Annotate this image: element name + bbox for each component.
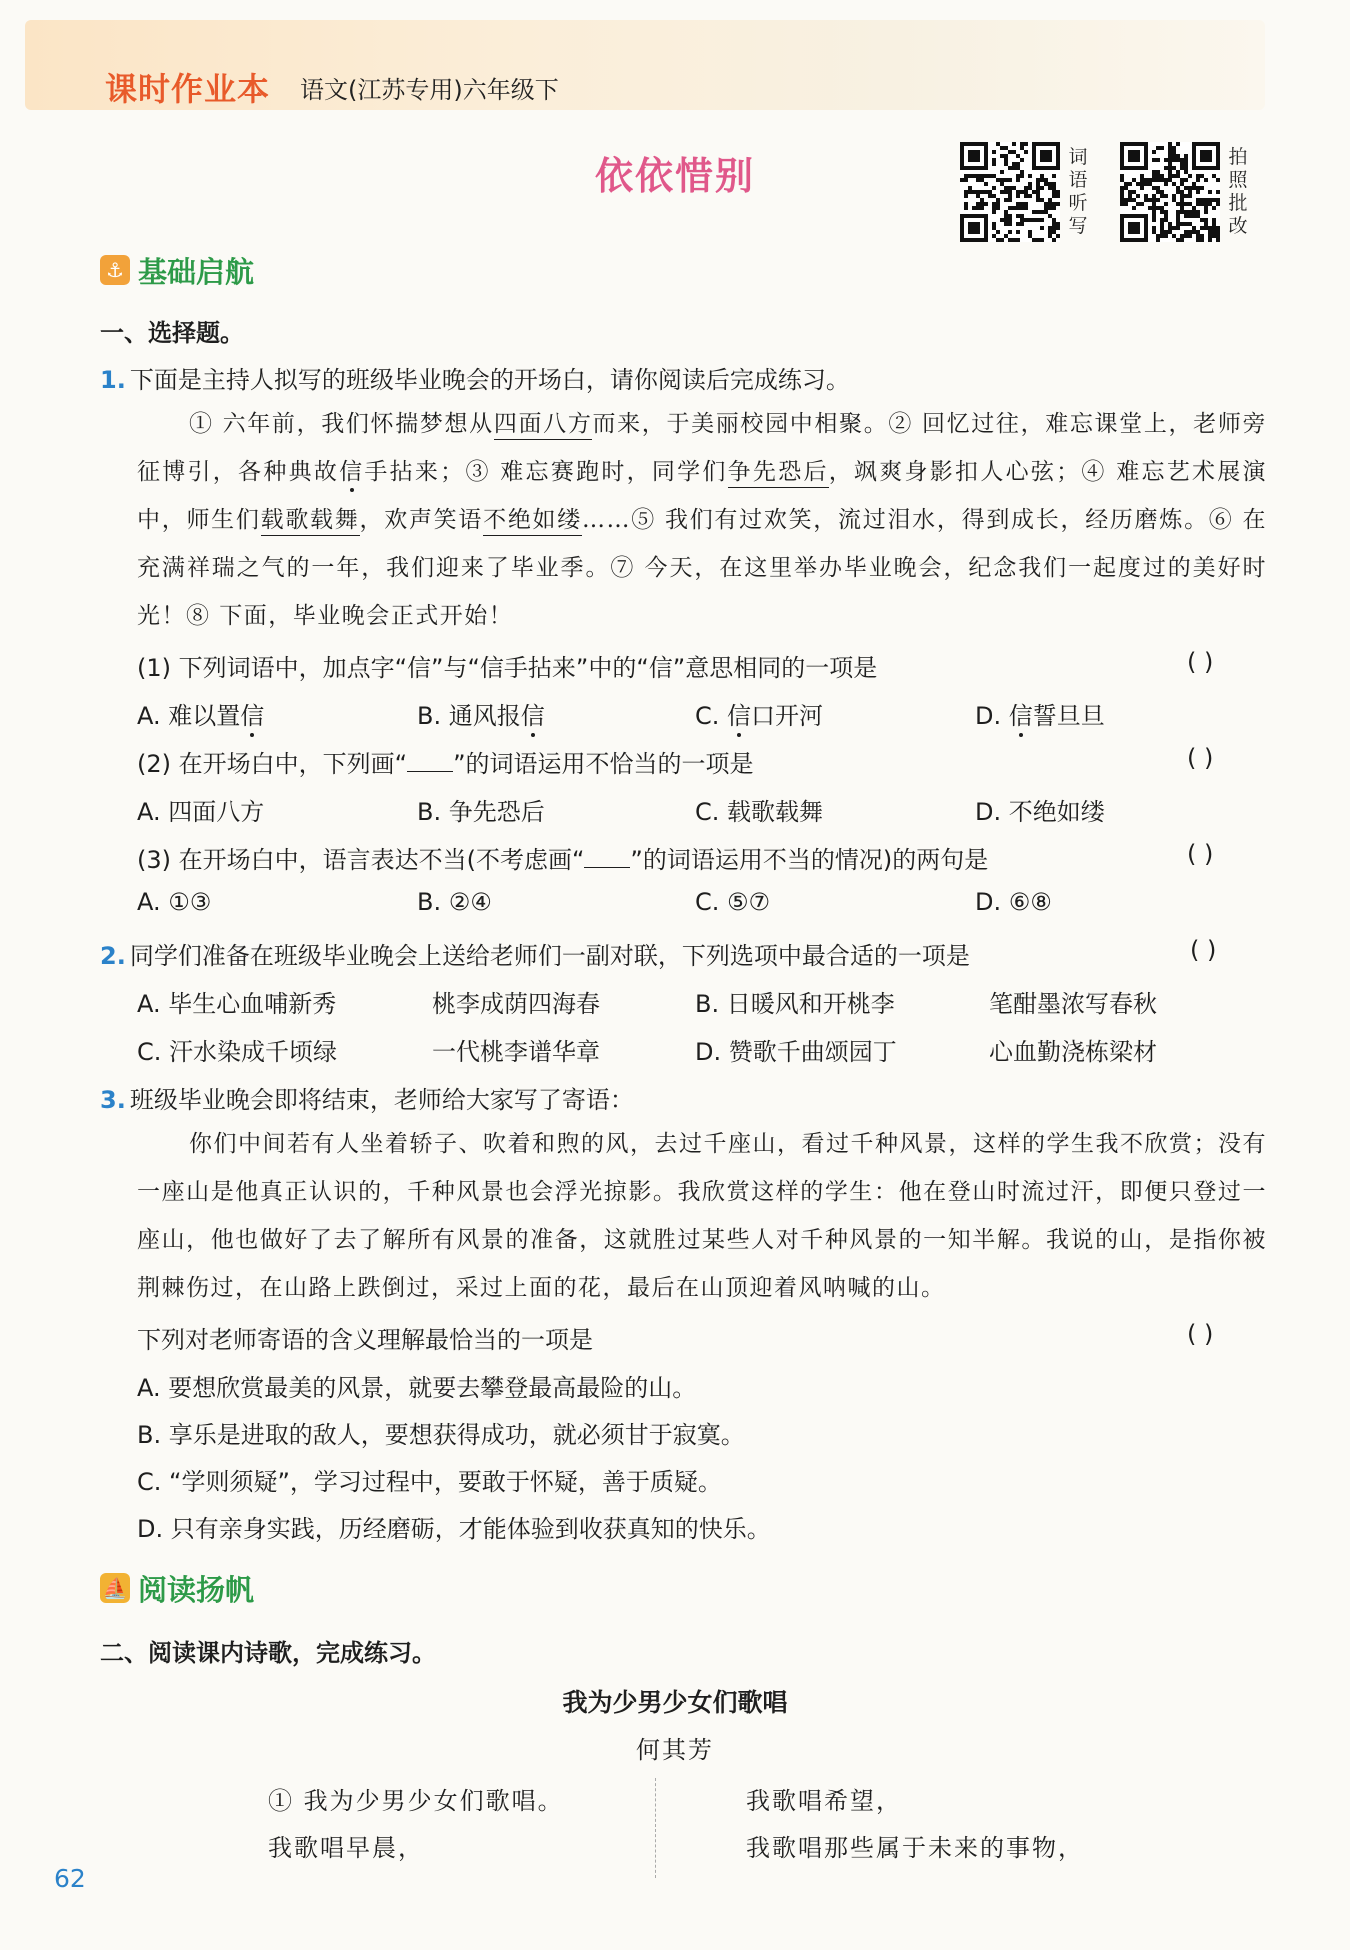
option-b[interactable]: B. 争先恐后 [417,798,545,826]
sub-question-1: (1) 下列词语中，加点字“信”与“信手拈来”中的“信”意思相同的一项是 ( ) [137,648,1267,683]
option-a[interactable]: A. ①③ [137,888,212,916]
option-b[interactable]: B. ②④ [417,888,492,916]
passage-text: ，欢声笑语 [359,507,484,533]
option-b[interactable]: B. 日暖风和开桃李 [695,990,895,1018]
options-sub-2 [137,792,1267,832]
question-3-stem: 3. 班级毕业晚会即将结束，老师给大家写了寄语： [100,1086,634,1114]
underlined-phrase: 不绝如缕 [483,507,582,536]
sub-question-2: (2) 在开场白中，下列画“ ”的词语运用不恰当的一项是 ( ) [137,744,1267,779]
answer-paren[interactable]: ( ) [1187,840,1214,868]
option-d[interactable]: D. 赞歌千曲颂园丁 [695,1038,897,1066]
option-c[interactable]: C. “学则须疑”，学习过程中，要敢于怀疑，善于质疑。 [137,1468,722,1496]
answer-paren[interactable]: ( ) [1187,648,1214,676]
dotted-character: 信 [339,459,365,485]
qr-label-dictation: 词 语 听 写 [1068,146,1088,237]
option-a[interactable]: A. 难以置信 [137,702,265,730]
poem-left-column [268,1778,564,1872]
blank-underline [584,847,630,868]
option-d[interactable]: D. 只有亲身实践，历经磨砺，才能体验到收获真知的快乐。 [137,1515,771,1543]
passage-text: ，飒爽身影扣人心弦；④ 难忘艺术展演中，师生们 [137,459,1268,533]
poem-title: 我为少男少女们歌唱 [562,1688,788,1717]
option-a[interactable]: A. 要想欣赏最美的风景，就要去攀登最高最险的山。 [137,1374,697,1402]
qr-label-photo-grading: 拍 照 批 改 [1228,146,1248,237]
poem-line: 我歌唱那些属于未来的事物， [746,1834,1084,1862]
underlined-phrase: 四面八方 [494,411,593,440]
question-2-stem: 2. 同学们准备在班级毕业晚会上送给老师们一副对联，下列选项中最合适的一项是 ( ) [100,936,1270,971]
sail-icon: ⛵ [100,1573,130,1603]
answer-paren[interactable]: ( ) [1187,744,1214,772]
passage-text: 而来，于美丽校园中相聚。② 回忆过往，难忘课堂上，老师旁征博引，各种典故 [137,411,1267,485]
sub-question-3: (3) 在开场白中，语言表达不当(不考虑画“ ”的词语运用不当的情况)的两句是 ( ) [137,840,1267,875]
options-sub-3 [137,888,1267,928]
column-divider [655,1778,656,1878]
part-two-heading: 二、阅读课内诗歌，完成练习。 [100,1639,436,1667]
passage-text: ① 六年前，我们怀揣梦想从 [189,411,494,437]
poem-line: ① 我为少男少女们歌唱。 [268,1787,564,1815]
qr-code-dictation-icon [960,142,1060,242]
anchor-icon: ⚓ [100,255,130,285]
section-basic-title: 基础启航 [138,254,255,289]
series-brand: 课时作业本 [105,70,271,108]
underlined-phrase: 载歌载舞 [261,507,360,536]
poem-author: 何其芳 [636,1736,714,1764]
option-c[interactable]: C. 信口开河 [695,702,824,730]
passage-text: 手拈来；③ 难忘赛跑时，同学们 [364,459,728,485]
question-1-stem [100,360,1270,395]
part-one-heading: 一、选择题。 [100,319,244,347]
option-d[interactable]: D. ⑥⑧ [975,888,1052,916]
option-d-second-line: 心血勤浇栋梁材 [989,1038,1157,1066]
option-a[interactable]: A. 毕生心血哺新秀 [137,990,337,1018]
qr-code-photo-grading[interactable] [1120,142,1220,242]
page-number: 62 [54,1864,86,1893]
option-c[interactable]: C. ⑤⑦ [695,888,771,916]
option-c[interactable]: C. 汗水染成千顷绿 [137,1038,338,1066]
answer-paren[interactable]: ( ) [1190,936,1217,964]
section-basic [100,250,254,290]
option-a-second-line: 桃李成荫四海春 [432,990,600,1018]
lesson-title: 依依惜别 [594,154,755,198]
qr-code-dictation[interactable] [960,142,1060,242]
answer-paren[interactable]: ( ) [1187,1320,1214,1348]
couplet-row-2 [137,1032,1267,1072]
question-1-passage [137,400,1267,640]
qr-code-photo-grading-icon [1120,142,1220,242]
book-subtitle: 语文(江苏专用)六年级下 [300,76,559,104]
poem-right-column [746,1778,1084,1872]
underlined-phrase: 争先恐后 [728,459,829,488]
option-d[interactable]: D. 不绝如缕 [975,798,1105,826]
poem-line: 我歌唱希望， [746,1787,902,1815]
option-c[interactable]: C. 载歌载舞 [695,798,824,826]
poem-line: 我歌唱早晨， [268,1834,424,1862]
options-sub-1 [137,696,1267,736]
option-b-second-line: 笔酣墨浓写春秋 [989,990,1157,1018]
passage-text: ……⑤ 我们有过欢笑，流过泪水，得到成长，经历磨炼。⑥ 在充满祥瑞之气的一年，我们迎来了毕业季。⑦ 今天，在这里举办毕业晚会，纪念我们一起度过的美好时光！⑧ 下面，毕业晚会正式开始！ [137,507,1268,629]
section-reading [100,1568,254,1608]
couplet-row-1 [137,984,1267,1024]
question-3-prompt: 下列对老师寄语的含义理解最恰当的一项是 ( ) [137,1320,1267,1355]
option-d[interactable]: D. 信誓旦旦 [975,702,1105,730]
option-b[interactable]: B. 通风报信 [417,702,545,730]
question-number: 1. [100,366,126,394]
option-a[interactable]: A. 四面八方 [137,798,265,826]
option-b[interactable]: B. 享乐是进取的敌人，要想获得成功，就必须甘于寂寞。 [137,1421,745,1449]
question-3-passage: 你们中间若有人坐着轿子、吹着和煦的风，去过千座山，看过千种风景，这样的学生我不欣赏；没有一座山是他真正认识的，千种风景也会浮光掠影。我欣赏这样的学生：他在登山时流过汗，即便只登过一座山，他也做好了去了解所有风景的准备，这就胜过某些人对千种风景的一知半解。我说的山，是指你被荆棘伤过，在山路上跌倒过，采过上面的花，最后在山顶迎着风呐喊的山。 [137,1131,1267,1301]
question-text: 下面是主持人拟写的班级毕业晚会的开场白，请你阅读后完成练习。 [129,366,850,394]
option-c-second-line: 一代桃李谱华章 [432,1038,600,1066]
blank-underline [407,751,453,772]
section-reading-title: 阅读扬帆 [138,1572,255,1607]
